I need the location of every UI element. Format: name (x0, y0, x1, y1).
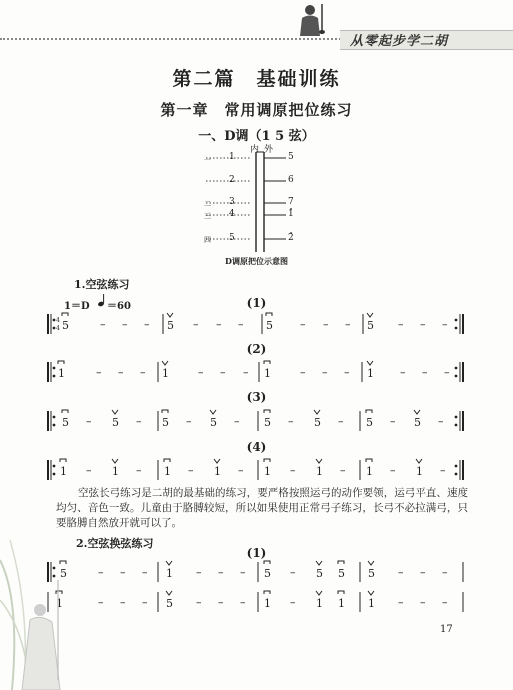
svg-text:1: 1 (264, 465, 271, 478)
svg-text:4: 4 (56, 325, 60, 332)
svg-text:–: – (300, 366, 306, 379)
svg-text:–: – (390, 464, 396, 477)
svg-text:–: – (240, 596, 246, 609)
svg-text:1: 1 (264, 597, 271, 610)
svg-text:5: 5 (316, 567, 323, 580)
svg-text:–: – (340, 464, 346, 477)
svg-text:1: 1 (368, 597, 375, 610)
section-title: 一、D调（1 5 弦） (198, 129, 315, 144)
svg-text:–: – (338, 415, 344, 428)
svg-text:1: 1 (316, 465, 323, 478)
svg-text:–: – (420, 596, 426, 609)
svg-text:–: – (442, 596, 448, 609)
svg-text:1: 1 (166, 567, 173, 580)
svg-text:–: – (420, 566, 426, 579)
score-row-2 (48, 361, 463, 382)
svg-text:–: – (290, 566, 296, 579)
score-row-1 (48, 313, 463, 334)
left-note-1: 1 (229, 152, 235, 162)
svg-text:–: – (438, 415, 444, 428)
svg-text:1: 1 (338, 597, 345, 610)
svg-text:–: – (243, 366, 249, 379)
svg-text:–: – (420, 318, 426, 331)
exercise2-title: 2.空弦换弦练习 (76, 537, 154, 550)
right-note-5: 2 (288, 233, 294, 243)
svg-text:5: 5 (162, 416, 169, 429)
svg-text:–: – (118, 366, 124, 379)
svg-text:–: – (240, 566, 246, 579)
svg-text:–: – (120, 566, 126, 579)
svg-text:1: 1 (416, 465, 423, 478)
svg-text:1: 1 (214, 465, 221, 478)
left-note-3: 3 (229, 197, 235, 207)
svg-text:–: – (196, 596, 202, 609)
svg-text:–: – (186, 415, 192, 428)
svg-text:1: 1 (367, 367, 374, 380)
svg-text:–: – (144, 318, 150, 331)
svg-text:–: – (442, 318, 448, 331)
left-note-2: 2 (229, 175, 235, 185)
right-note-1: 5 (288, 152, 294, 162)
svg-text:–: – (345, 318, 351, 331)
diagram-outer-label: 外 (264, 145, 274, 155)
part-title: 第二篇 基础训练 (172, 68, 341, 90)
left-note-4: 4 (229, 209, 235, 219)
svg-text:–: – (442, 566, 448, 579)
header-brand: 从零起步学二胡 (350, 34, 449, 49)
variation-1-label: (1) (246, 296, 267, 310)
svg-text:–: – (100, 318, 106, 331)
svg-text:–: – (136, 415, 142, 428)
finger-mark-3: 三 (204, 212, 211, 220)
right-note-4: 1 (288, 209, 294, 219)
svg-text:5: 5 (314, 416, 321, 429)
svg-text:–: – (390, 415, 396, 428)
svg-text:–: – (218, 596, 224, 609)
svg-text:1: 1 (60, 465, 67, 478)
page-number: 17 (440, 624, 453, 635)
svg-text:4: 4 (56, 317, 60, 324)
svg-text:–: – (122, 318, 128, 331)
svg-text:–: – (86, 464, 92, 477)
exercise2-variation-1-label: (1) (246, 546, 267, 560)
svg-text:5: 5 (264, 567, 271, 580)
svg-text:1: 1 (58, 367, 65, 380)
right-note-2: 6 (288, 175, 294, 185)
svg-text:1: 1 (162, 367, 169, 380)
svg-text:–: – (238, 318, 244, 331)
svg-text:–: – (398, 596, 404, 609)
svg-text:5: 5 (266, 319, 273, 332)
svg-text:–: – (300, 318, 306, 331)
diagram-caption: D调原把位示意图 (225, 256, 288, 266)
explanation-paragraph: 空弦长弓练习是二胡的最基础的练习，要严格按照运弓的动作要领，运弓平直、速度均匀、音色一致。儿童由于胳膊较短，所以如果使用正常弓子练习，长弓不必拉满弓，只要胳膊自然放开就可以了。 (56, 487, 468, 529)
svg-text:–: – (96, 366, 102, 379)
svg-text:5: 5 (167, 319, 174, 332)
svg-text:–: – (98, 566, 104, 579)
variation-2-label: (2) (246, 342, 267, 356)
finger-mark-2: 二 (204, 200, 211, 208)
svg-text:–: – (234, 415, 240, 428)
svg-text:–: – (238, 464, 244, 477)
score-row-5 (48, 561, 463, 582)
tempo-key: 1＝D (64, 301, 90, 312)
svg-text:1: 1 (264, 367, 271, 380)
svg-text:–: – (288, 415, 294, 428)
svg-text:1: 1 (56, 597, 63, 610)
score-row-6 (48, 591, 463, 612)
svg-text:1: 1 (316, 597, 323, 610)
svg-text:–: – (98, 596, 104, 609)
svg-text:5: 5 (366, 416, 373, 429)
svg-text:5: 5 (264, 416, 271, 429)
diagram-inner-label: 内 (250, 145, 260, 155)
tempo-value: ＝60 (107, 301, 131, 312)
right-note-3: 7 (288, 197, 294, 207)
svg-text:–: – (216, 318, 222, 331)
svg-text:–: – (198, 366, 204, 379)
svg-text:–: – (142, 596, 148, 609)
svg-text:–: – (290, 596, 296, 609)
svg-text:–: – (444, 366, 450, 379)
svg-text:5: 5 (62, 319, 69, 332)
variation-4-label: (4) (246, 440, 267, 454)
svg-text:5: 5 (414, 416, 421, 429)
score-row-4 (48, 459, 463, 480)
svg-text:5: 5 (62, 416, 69, 429)
svg-text:–: – (290, 464, 296, 477)
svg-text:–: – (220, 366, 226, 379)
svg-text:5: 5 (338, 567, 345, 580)
finger-mark-4: 四 (204, 236, 211, 244)
willow-branches-decoration-icon (0, 540, 110, 690)
finger-mark-1: 一 (204, 156, 211, 164)
svg-text:5: 5 (210, 416, 217, 429)
chapter-title: 第一章 常用调原把位练习 (160, 101, 353, 119)
svg-text:5: 5 (166, 597, 173, 610)
svg-text:5: 5 (367, 319, 374, 332)
svg-text:5: 5 (60, 567, 67, 580)
score-row-3 (48, 410, 463, 431)
svg-text:5: 5 (112, 416, 119, 429)
svg-text:–: – (398, 566, 404, 579)
svg-text:–: – (218, 566, 224, 579)
svg-text:–: – (142, 566, 148, 579)
svg-text:–: – (422, 366, 428, 379)
svg-text:–: – (440, 464, 446, 477)
svg-text:–: – (196, 566, 202, 579)
variation-3-label: (3) (246, 390, 267, 404)
svg-text:–: – (140, 366, 146, 379)
svg-text:–: – (400, 366, 406, 379)
svg-text:1: 1 (366, 465, 373, 478)
svg-text:–: – (188, 464, 194, 477)
svg-text:–: – (86, 415, 92, 428)
exercise1-title: 1.空弦练习 (74, 278, 130, 291)
svg-text:1: 1 (164, 465, 171, 478)
svg-text:–: – (344, 366, 350, 379)
svg-text:–: – (193, 318, 199, 331)
svg-text:–: – (322, 366, 328, 379)
svg-text:–: – (323, 318, 329, 331)
svg-text:5: 5 (368, 567, 375, 580)
svg-text:–: – (398, 318, 404, 331)
svg-text:1: 1 (112, 465, 119, 478)
svg-text:–: – (136, 464, 142, 477)
svg-text:–: – (120, 596, 126, 609)
left-note-5: 5 (229, 233, 235, 243)
